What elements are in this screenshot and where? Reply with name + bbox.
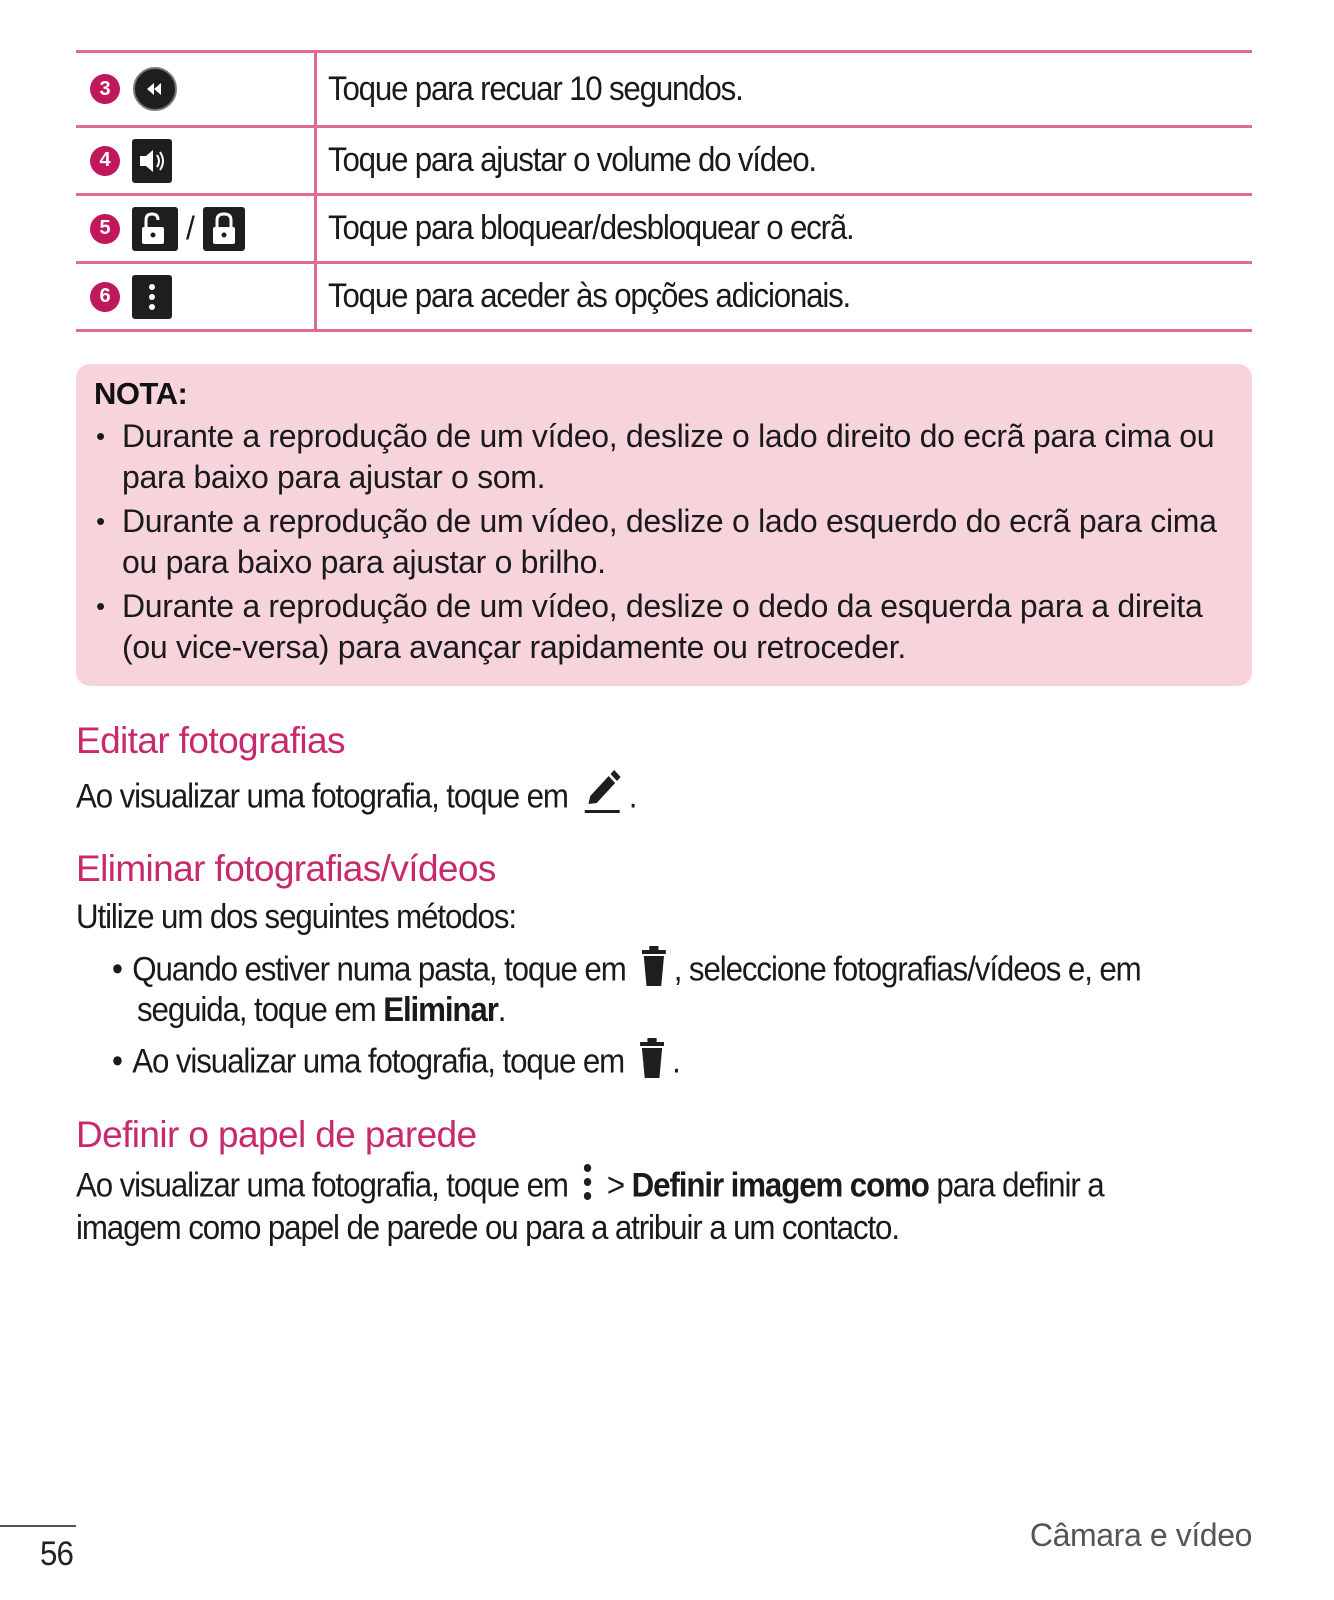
wallpaper-text: Ao visualizar uma fotografia, toque em: [76, 1166, 568, 1205]
delete-bullet1-period: .: [497, 991, 506, 1029]
footer-divider: [0, 1525, 76, 1527]
controls-table: [76, 50, 1252, 332]
trash-icon: [639, 944, 668, 999]
trash-icon: [637, 1036, 666, 1091]
list-item: • Durante a reprodução de um vídeo, deslize o lado esquerdo do ecrã para cima ou para baixo para ajustar o brilho.: [94, 501, 1234, 583]
edit-period: .: [628, 777, 637, 816]
chapter-title: Câmara e vídeo: [1029, 1517, 1252, 1553]
table-row: [76, 128, 1252, 196]
menu-separator: >: [606, 1166, 625, 1205]
delete-intro: Utilize um dos seguintes métodos:: [76, 898, 516, 936]
row-description: Toque para bloquear/desbloquear o ecrã.: [328, 209, 854, 247]
set-image-as-label: Definir imagem como: [631, 1166, 929, 1205]
row-description: Toque para aceder às opções adicionais.: [328, 277, 851, 315]
callout-number: 5: [90, 214, 120, 244]
section-heading-delete: Eliminar fotografias/vídeos: [76, 848, 496, 889]
note-title: NOTA:: [94, 376, 188, 411]
wallpaper-text-after: para definir a: [936, 1166, 1104, 1205]
section-heading-edit: Editar fotografias: [76, 720, 345, 761]
icon-cell: [76, 264, 317, 329]
volume-icon: [132, 139, 172, 183]
icon-cell: [76, 128, 317, 193]
separator-slash: /: [186, 210, 195, 246]
delete-bullet2-period: .: [672, 1042, 680, 1081]
icon-cell: [76, 53, 317, 125]
pencil-icon: [581, 770, 623, 827]
eliminar-label: Eliminar: [383, 991, 498, 1029]
icon-cell: [76, 196, 317, 261]
delete-bullet1-text: Quando estiver numa pasta, toque em: [132, 950, 626, 989]
delete-bullet1-line2: [137, 988, 505, 1032]
list-item: • Quando estiver numa pasta, toque em , seleccione fotografias/vídeos e, em: [112, 944, 1141, 999]
list-item: • Durante a reprodução de um vídeo, deslize o dedo da esquerda para a direita (ou vice-versa) para avançar rapidamente ou retroceder.: [94, 586, 1234, 668]
table-row: [76, 196, 1252, 264]
table-row: [76, 53, 1252, 128]
lock-icon: [203, 207, 245, 251]
delete-bullet2-text: Ao visualizar uma fotografia, toque em: [132, 1042, 625, 1081]
section-heading-wallpaper: Definir o papel de parede: [76, 1114, 477, 1155]
edit-text: Ao visualizar uma fotografia, toque em: [76, 777, 568, 816]
wallpaper-line2: imagem como papel de parede ou para a atribuir a um contacto.: [76, 1209, 899, 1247]
delete-bullet1-line2-text: seguida, toque em: [137, 991, 376, 1029]
rewind-icon: [132, 66, 178, 112]
table-row: [76, 264, 1252, 332]
edit-paragraph: [76, 770, 636, 827]
row-description: Toque para ajustar o volume do vídeo.: [328, 141, 816, 179]
list-item: • Durante a reprodução de um vídeo, deslize o lado direito do ecrã para cima ou para baixo para ajustar o som.: [94, 416, 1234, 498]
callout-number: 3: [90, 74, 120, 104]
callout-number: 4: [90, 146, 120, 176]
callout-number: 6: [90, 282, 120, 312]
list-item: • Ao visualizar uma fotografia, toque em .: [112, 1036, 680, 1091]
row-description: Toque para recuar 10 segundos.: [328, 69, 743, 108]
note-list: [94, 416, 1234, 668]
note-box: [76, 364, 1252, 686]
delete-bullet1-text-after: , seleccione fotografias/vídeos e, em: [673, 950, 1141, 989]
more-options-icon: [132, 275, 172, 319]
unlock-icon: [132, 207, 178, 251]
page-number: 56: [40, 1535, 73, 1573]
